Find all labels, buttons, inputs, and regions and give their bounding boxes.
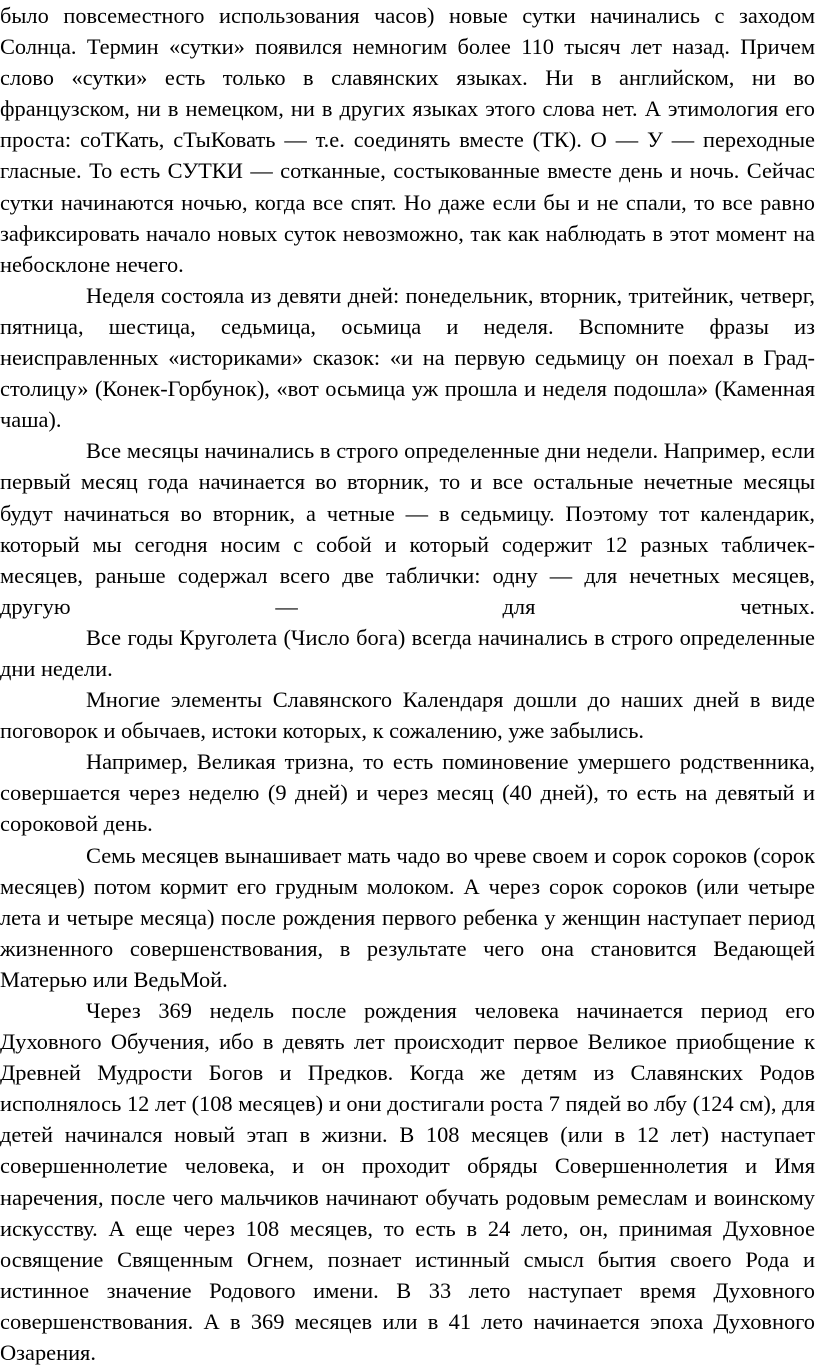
paragraph-8: Через 369 недель после рождения человека начинается период его Духовного Обучения, ибо в девять лет происходит первое Великое приобщение к Древней Мудрости Богов и Предков. Когда же детям из Славянских Родов исполнялось 12 лет (108 месяцев) и они достигали роста 7 пядей во лбу (124 см), для детей начинался новый этап в жизни. В 108 месяцев (или в 12 лет) наступает совершеннолетие человека, и он проходит обряды Совершеннолетия и Имя наречения, после чего мальчиков начинают обучать родовым ремеслам и воинскому искусству. А еще через 108 месяцев, то есть в 24 лето, он, принимая Духовное освящение Священным Огнем, познает истинный смысл бытия своего Рода и истинное значение Родового имени. В 33 лето наступает время Духовного совершенствования. А в 369 месяцев или в 41 лето начинается эпоха Духовного Озарения. <box>0 998 815 1366</box>
paragraph-2: Неделя состояла из девяти дней: понедельник, вторник, тритейник, четверг, пятница, шестица, седьмица, осьмица и неделя. Вспомните фразы из неисправленных «историками» сказок: «и на первую седьмицу он поехал в Град-столицу» (Конек-Горбунок), «вот осьмица уж прошла и неделя подошла» (Каменная чаша). <box>0 282 815 433</box>
paragraph-3: Все месяцы начинались в строго определенные дни недели. Например, если первый месяц года начинается во вторник, то и все остальные нечетные месяцы будут начинаться во вторник, а четные — в седьмицу. Поэтому тот календарик, который мы сегодня носим с собой и который содержит 12 разных табличек-месяцев, раньше содержал всего две таблички: одну — для нечетных месяцев, другую — для четных. <box>0 438 815 619</box>
paragraph-7: Семь месяцев вынашивает мать чадо во чреве своем и сорок сороков (сорок месяцев) потом кормит его грудным молоком. А через сорок сороков (или четыре лета и четыре месяца) после рождения первого ребенка у женщин наступает период жизненного совершенствования, в результате чего она становится Ведающей Матерью или ВедьМой. <box>0 842 815 992</box>
paragraph-5: Многие элементы Славянского Календаря дошли до наших дней в виде поговорок и обычаев, истоки которых, к сожалению, уже забылись. <box>0 687 815 744</box>
paragraph-4: Все годы Круголета (Число бога) всегда начинались в строго определенные дни недели. <box>0 624 815 681</box>
paragraph-6: Например, Великая тризна, то есть поминовение умершего родственника, совершается через неделю (9 дней) и через месяц (40 дней), то есть на девятый и сороковой день. <box>0 749 815 837</box>
paragraph-1: было повсеместного использования часов) новые сутки начинались с заходом Солнца. Термин «сутки» появился немногим более 110 тысяч лет назад. Причем слово «сутки» есть только в славянских языках. Ни в английском, ни во французском, ни в немецком, ни в других языках этого слова нет. А этимология его проста: соТКать, сТыКовать — т.е. соединять вместе (ТК). О — У — переходные гласные. То есть СУТКИ — сотканные, состыкованные вместе день и ночь. Сейчас сутки начинаются ночью, когда все спят. Но даже если бы и не спали, то все равно зафиксировать начало новых суток невозможно, так как наблюдать в этот момент на небосклоне нечего. <box>0 3 815 277</box>
